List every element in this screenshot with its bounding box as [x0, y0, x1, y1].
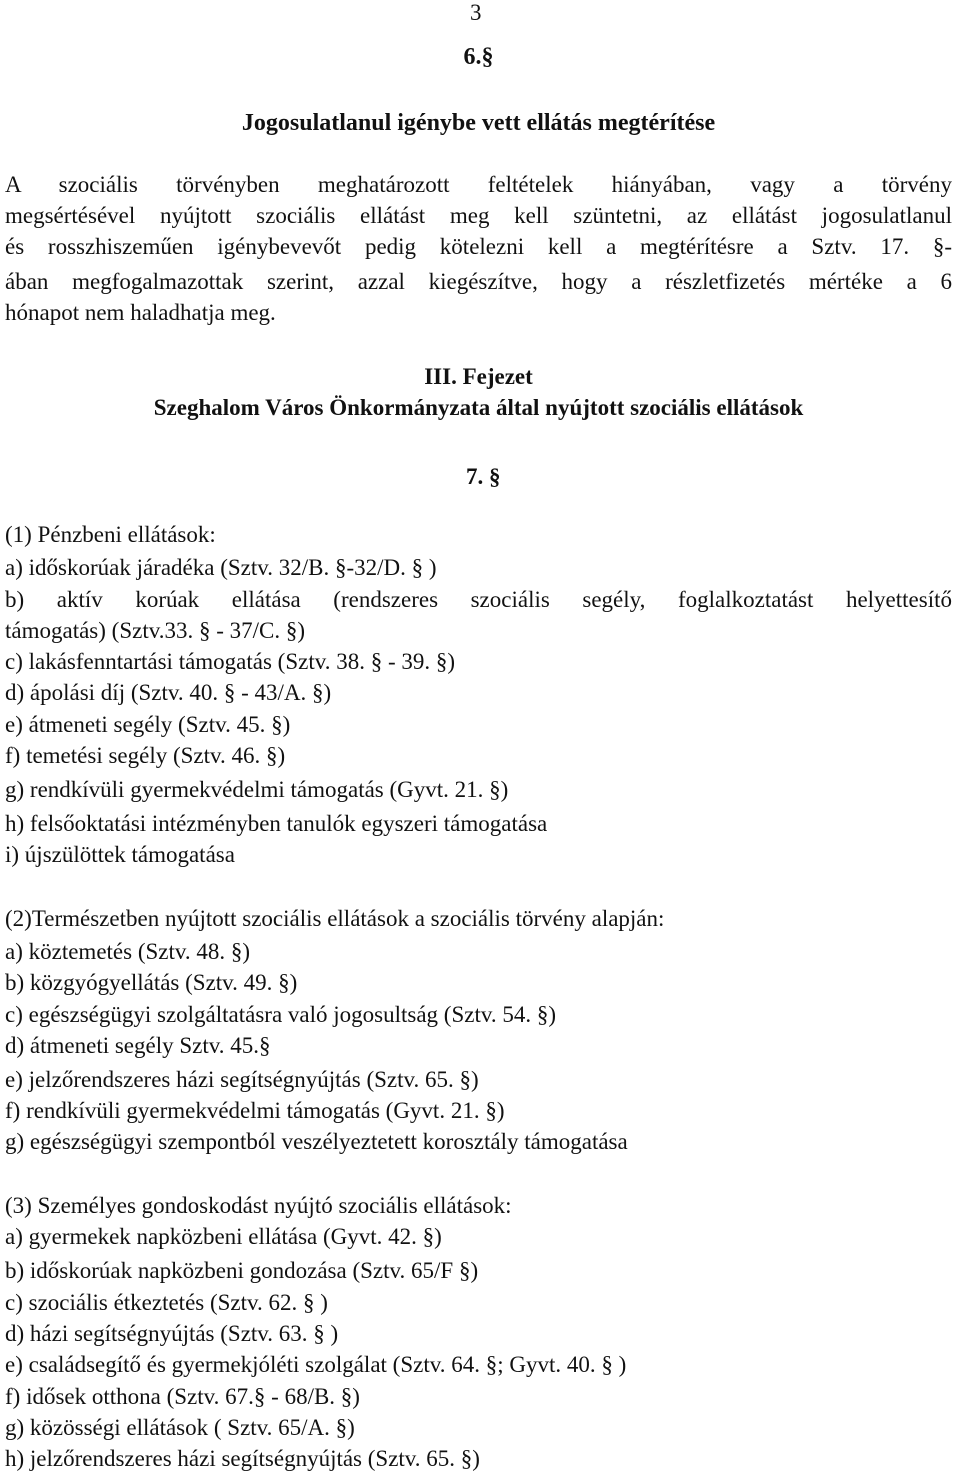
list-item: d) átmeneti segély Sztv. 45.§: [5, 1033, 271, 1058]
group-heading: (1) Pénzbeni ellátások:: [5, 522, 216, 547]
paragraph-line: hónapot nem haladhatja meg.: [5, 300, 276, 325]
list-item: a) gyermekek napközbeni ellátása (Gyvt. 42. §): [5, 1224, 442, 1249]
list-item: b) aktív korúak ellátása (rendszeres szociális segély, foglalkoztatást helyettesítő: [5, 587, 952, 612]
paragraph-line: A szociális törvényben meghatározott feltételek hiányában, vagy a törvény: [5, 172, 952, 197]
list-item: e) családsegítő és gyermekjóléti szolgálat (Sztv. 64. §; Gyvt. 40. § ): [5, 1352, 627, 1377]
group-heading: (2)Természetben nyújtott szociális ellátások a szociális törvény alapján:: [5, 906, 665, 931]
page-number: 3: [470, 0, 482, 25]
list-item: b) közgyógyellátás (Sztv. 49. §): [5, 970, 298, 995]
list-item: támogatás) (Sztv.33. § - 37/C. §): [5, 618, 306, 643]
list-item: c) lakásfenntartási támogatás (Sztv. 38. § - 39. §): [5, 649, 456, 674]
group-heading: (3) Személyes gondoskodást nyújtó szociális ellátások:: [5, 1193, 512, 1218]
section-7-mark: 7. §: [466, 464, 501, 489]
chapter-title: Szeghalom Város Önkormányzata által nyújtott szociális ellátások: [153, 395, 804, 420]
list-item: f) temetési segély (Sztv. 46. §): [5, 743, 286, 768]
list-item: a) időskorúak járadéka (Sztv. 32/B. §-32/D. § ): [5, 555, 437, 580]
list-item: f) idősek otthona (Sztv. 67.§ - 68/B. §): [5, 1384, 360, 1409]
paragraph-line: és rosszhiszeműen igénybevevőt pedig kötelezni kell a megtérítésre a Sztv. 17. §-: [5, 234, 952, 259]
list-item: c) egészségügyi szolgáltatásra való jogosultság (Sztv. 54. §): [5, 1002, 557, 1027]
list-item: g) közösségi ellátások ( Sztv. 65/A. §): [5, 1415, 355, 1440]
list-item: f) rendkívüli gyermekvédelmi támogatás (Gyvt. 21. §): [5, 1098, 505, 1123]
list-item: d) házi segítségnyújtás (Sztv. 63. § ): [5, 1321, 339, 1346]
list-item: d) ápolási díj (Sztv. 40. § - 43/A. §): [5, 680, 332, 705]
list-item: b) időskorúak napközbeni gondozása (Sztv. 65/F §): [5, 1258, 479, 1283]
list-item: g) egészségügyi szempontból veszélyeztetett korosztály támogatása: [5, 1129, 628, 1154]
paragraph-line: ában megfogalmazottak szerint, azzal kiegészítve, hogy a részletfizetés mértéke a 6: [5, 269, 952, 294]
list-item: h) jelzőrendszeres házi segítségnyújtás (Sztv. 65. §): [5, 1446, 480, 1471]
list-item: i) újszülöttek támogatása: [5, 842, 235, 867]
chapter-number: III. Fejezet: [424, 364, 533, 389]
section-6-title: Jogosulatlanul igénybe vett ellátás megtérítése: [241, 110, 716, 136]
paragraph-line: megsértésével nyújtott szociális ellátást meg kell szüntetni, az ellátást jogosulatlanul: [5, 203, 952, 228]
section-6-mark: 6.§: [463, 44, 494, 70]
list-item: c) szociális étkeztetés (Sztv. 62. § ): [5, 1290, 328, 1315]
list-item: a) köztemetés (Sztv. 48. §): [5, 939, 251, 964]
list-item: h) felsőoktatási intézményben tanulók egyszeri támogatása: [5, 811, 548, 836]
list-item: e) jelzőrendszeres házi segítségnyújtás (Sztv. 65. §): [5, 1067, 479, 1092]
list-item: g) rendkívüli gyermekvédelmi támogatás (Gyvt. 21. §): [5, 777, 509, 802]
list-item: e) átmeneti segély (Sztv. 45. §): [5, 712, 291, 737]
